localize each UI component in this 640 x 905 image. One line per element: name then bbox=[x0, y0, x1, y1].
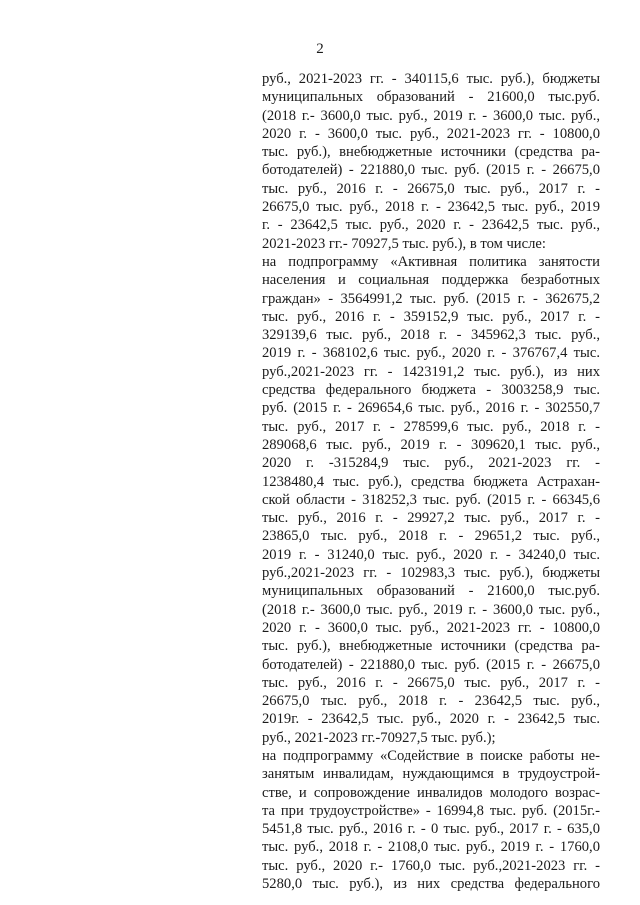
text-line: 2019г. - 23642,5 тыс. руб., 2020 г. - 23642,5 тыс. bbox=[262, 711, 600, 728]
text-line: 1238480,4 тыс. руб.), средства бюджета Астрахан- bbox=[262, 473, 600, 490]
text-line: (2018 г.- 3600,0 тыс. руб., 2019 г. - 3600,0 тыс. руб., bbox=[262, 107, 600, 124]
text-line: руб. (2015 г. - 269654,6 тыс. руб., 2016 г. - 302550,7 bbox=[262, 400, 600, 417]
text-line: тыс. руб., 2018 г. - 2108,0 тыс. руб., 2019 г. - 1760,0 bbox=[262, 839, 600, 856]
text-line: 2020 г. -315284,9 тыс. руб., 2021-2023 гг. - bbox=[262, 455, 600, 472]
text-line: 26675,0 тыс. руб., 2018 г. - 23642,5 тыс. руб., bbox=[262, 693, 600, 710]
text-line: тыс. руб.), внебюджетные источники (средства ра- bbox=[262, 638, 600, 655]
text-line: 2019 г. - 31240,0 тыс. руб., 2020 г. - 34240,0 тыс. bbox=[262, 546, 600, 563]
text-line: 289068,6 тыс. руб., 2019 г. - 309620,1 тыс. руб., bbox=[262, 436, 600, 453]
text-line: муниципальных образований - 21600,0 тыс.руб. bbox=[262, 89, 600, 106]
text-line: тыс. руб., 2016 г. - 26675,0 тыс. руб., 2017 г. - bbox=[262, 674, 600, 691]
text-line: 5280,0 тыс. руб.), из них средства федерального bbox=[262, 876, 600, 893]
text-line: ботодателей) - 221880,0 тыс. руб. (2015 г. - 26675,0 bbox=[262, 656, 600, 673]
text-line: тыс. руб., 2020 г.- 1760,0 тыс. руб.,2021-2023 гг. - bbox=[262, 857, 600, 874]
text-line: 23865,0 тыс. руб., 2018 г. - 29651,2 тыс. руб., bbox=[262, 528, 600, 545]
text-line: ской области - 318252,3 тыс. руб. (2015 г. - 66345,6 bbox=[262, 491, 600, 508]
text-line: 2020 г. - 3600,0 тыс. руб., 2021-2023 гг. - 10800,0 bbox=[262, 125, 600, 142]
text-line: г. - 23642,5 тыс. руб., 2020 г. - 23642,5 тыс. руб., bbox=[262, 217, 600, 234]
text-line: руб.,2021-2023 гг. - 1423191,2 тыс. руб.), из них bbox=[262, 363, 600, 380]
text-line: тыс. руб., 2016 г. - 359152,9 тыс. руб., 2017 г. - bbox=[262, 308, 600, 325]
text-line: руб., 2021-2023 гг.-70927,5 тыс. руб.); bbox=[262, 729, 496, 746]
text-line: 2021-2023 гг.- 70927,5 тыс. руб.), в том числе: bbox=[262, 235, 546, 252]
text-line: тыс. руб., 2017 г. - 278599,6 тыс. руб., 2018 г. - bbox=[262, 418, 600, 435]
text-line: тыс. руб., 2016 г. - 26675,0 тыс. руб., 2017 г. - bbox=[262, 180, 600, 197]
text-line: (2018 г.- 3600,0 тыс. руб., 2019 г. - 3600,0 тыс. руб., bbox=[262, 601, 600, 618]
text-line: тыс. руб., 2016 г. - 29927,2 тыс. руб., 2017 г. - bbox=[262, 510, 600, 527]
body-text bbox=[262, 70, 600, 893]
text-line: тыс. руб.), внебюджетные источники (средства ра- bbox=[262, 144, 600, 161]
text-line: 329139,6 тыс. руб., 2018 г. - 345962,3 тыс. руб., bbox=[262, 327, 600, 344]
text-line: на подпрограмму «Активная политика занятости bbox=[262, 253, 600, 270]
text-line: 26675,0 тыс. руб., 2018 г. - 23642,5 тыс. руб., 2019 bbox=[262, 199, 600, 216]
text-line: на подпрограмму «Содействие в поиске работы не- bbox=[262, 747, 600, 764]
text-line: руб.,2021-2023 гг. - 102983,3 тыс. руб.), бюджеты bbox=[262, 565, 600, 582]
text-line: населения и социальная поддержка безработных bbox=[262, 272, 600, 289]
text-line: 2019 г. - 368102,6 тыс. руб., 2020 г. - 376767,4 тыс. bbox=[262, 345, 600, 362]
text-line: муниципальных образований - 21600,0 тыс.руб. bbox=[262, 583, 600, 600]
text-line: занятым инвалидам, нуждающимся в трудоустрой- bbox=[262, 766, 600, 783]
text-line: та при трудоустройстве» - 16994,8 тыс. руб. (2015г.- bbox=[262, 802, 600, 819]
text-line: 2020 г. - 3600,0 тыс. руб., 2021-2023 гг. - 10800,0 bbox=[262, 619, 600, 636]
page-number: 2 bbox=[316, 41, 324, 57]
text-line: граждан» - 3564991,2 тыс. руб. (2015 г. - 362675,2 bbox=[262, 290, 600, 307]
text-line: ботодателей) - 221880,0 тыс. руб. (2015 г. - 26675,0 bbox=[262, 162, 600, 179]
text-line: руб., 2021-2023 гг. - 340115,6 тыс. руб.), бюджеты bbox=[262, 71, 600, 87]
text-line: 5451,8 тыс. руб., 2016 г. - 0 тыс. руб., 2017 г. - 635,0 bbox=[262, 821, 600, 838]
text-line: средства федерального бюджета - 3003258,9 тыс. bbox=[262, 382, 600, 399]
text-line: стве, и сопровождение инвалидов молодого возрас- bbox=[262, 784, 600, 801]
